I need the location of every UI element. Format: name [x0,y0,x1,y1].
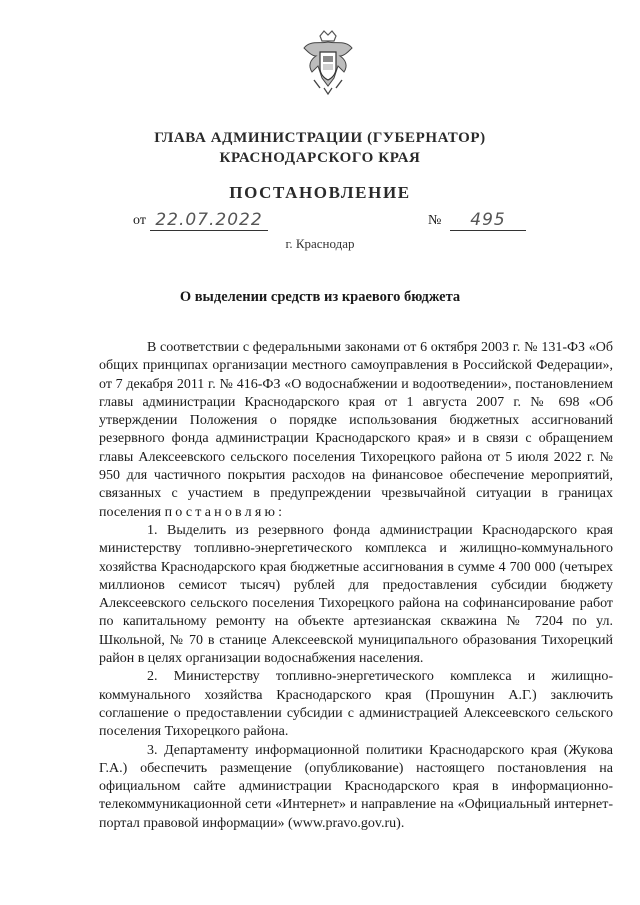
document-number: 495 [450,210,526,231]
date-prefix: от [133,213,146,228]
body-item-1: 1. Выделить из резервного фонда администрации Краснодарского края министерству топливно-энергетического комплекса и жилищно-коммунального хозяйства Краснодарского края бюджетные ассигнования в сумме 4 700 000 (четырех миллионов семисот тысяч) рублей для предоставления субсидии бюджету Алексеевского сельского поселения Тихорецкого района на софинансирование работ по капитальному ремонту на объекте артезианская скважина № 7204 по ул. Школьной, № 70 в станице Алексеевской муниципального образования Тихорецкий район в целях организации водоснабжения населения. [99,522,613,667]
document-date: 22.07.2022 [150,210,268,231]
preamble-text: В соответствии с федеральными законами от 6 октября 2003 г. № 131-ФЗ «Об общих принципах организации местного самоуправления в Российской Федерации», от 7 декабря 2011 г. № 416-ФЗ «О водоснабжении и водоотведении», постановлением главы администрации Краснодарского края от 1 августа 2007 г. № 698 «Об утверждении Положения о порядке использования бюджетных ассигнований резервного фонда администрации Краснодарского края» и в связи с обращением главы Алексеевского сельского поселения Тихорецкого района от 5 июля 2022 г. № 950 для частичного покрытия расходов на финансовое обеспечение мероприятий, связанных с участием в предупреждении чрезвычайной ситуации в границах поселения [99,340,613,520]
document-type: ПОСТАНОВЛЕНИЕ [229,183,411,202]
authority-line-1: ГЛАВА АДМИНИСТРАЦИИ (ГУБЕРНАТОР) [154,130,486,146]
decree-word: постановляю: [164,504,286,520]
document-title: О выделении средств из краевого бюджета [179,289,461,305]
coat-of-arms-icon [298,30,358,96]
authority-line-2: КРАСНОДАРСКОГО КРАЯ [219,150,421,166]
body-item-2: 2. Министерству топливно-энергетического комплекса и жилищно-коммунального хозяйства Краснодарского края (Прошунин А.Г.) заключить соглашение о предоставлении субсидии с администрацией Алексеевского сельского поселения Тихорецкого района. [99,669,613,740]
date-number-row [0,210,640,234]
document-body [99,339,613,833]
issue-city: г. Краснодар [285,236,355,251]
preamble-paragraph [99,339,613,522]
number-prefix: № [428,213,442,228]
body-item-3: 3. Департаменту информационной политики Краснодарского края (Жукова Г.А.) обеспечить размещение (опубликование) настоящего постановления на официальном сайте администрации Краснодарского края в информационно-телекоммуникационной сети «Интернет» и направление на «Официальный интернет-портал правовой информации» (www.pravo.gov.ru). [99,742,613,831]
